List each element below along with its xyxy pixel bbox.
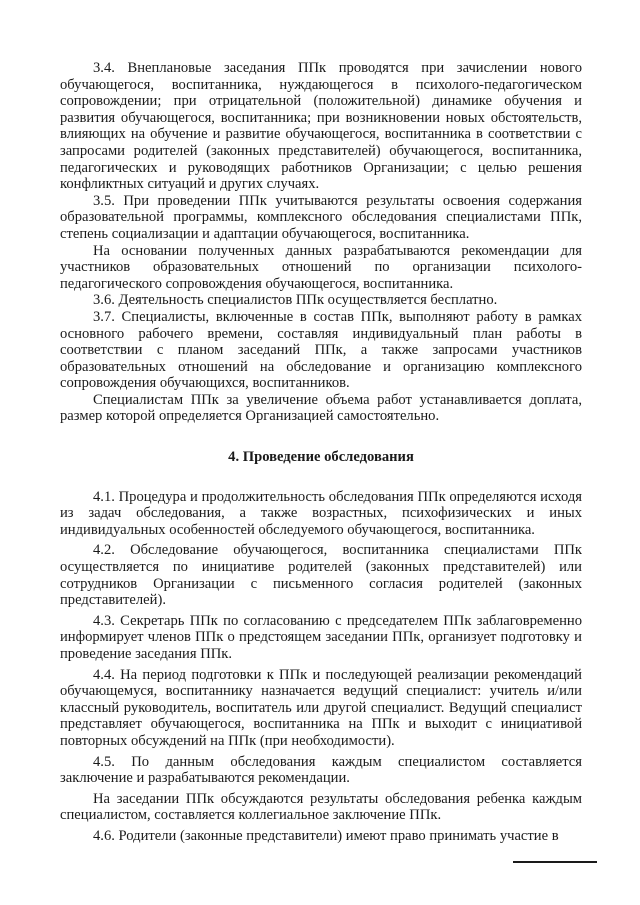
paragraph-recommendations: На основании полученных данных разрабатываются рекомендации для участников образовательных отношений по организации психолого-педагогического сопровождения обучающегося, воспитанника. xyxy=(60,242,582,292)
paragraph-4-5: 4.5. По данным обследования каждым специалистом составляется заключение и разрабатываются рекомендации. xyxy=(60,753,582,787)
document-body xyxy=(60,60,582,845)
paragraph-3-6: 3.6. Деятельность специалистов ППк осуществляется бесплатно. xyxy=(93,292,498,309)
paragraph-3-4: 3.4. Внеплановые заседания ППк проводятся при зачислении нового обучающегося, воспитанника, нуждающегося в психолого-педагогическом сопровождении; при отрицательной (положительной) динамике обучения и развития обучающегося, воспитанника; при возникновении новых обстоятельств, влияющих на обучение и развитие обучающегося, воспитанника в соответствии с запросами родителей (законных представителей) обучающегося, воспитанника, педагогических и руководящих работников Организации; с целью решения конфликтных ситуаций и других случаях. xyxy=(60,60,582,193)
paragraph-conclusion: На заседании ППк обсуждаются результаты обследования ребенка каждым специалистом, составляется коллегиальное заключение ППк. xyxy=(60,790,582,824)
paragraph-3-7: 3.7. Специалисты, включенные в состав ППк, выполняют работу в рамках основного рабочего времени, составляя индивидуальный план работы в соответствии с планом заседаний ППк, а также запросами участников образовательных отношений на обследование и организацию комплексного сопровождения обучающихся, воспитанников. xyxy=(60,308,582,392)
paragraph-4-1: 4.1. Процедура и продолжительность обследования ППк определяются исходя из задач обследования, а также возрастных, психофизических и иных индивидуальных особенностей обследуемого обучающегося, воспитанника. xyxy=(60,488,582,538)
paragraph-4-4: 4.4. На период подготовки к ППк и последующей реализации рекомендаций обучающемуся, воспитаннику назначается ведущий специалист: учитель и/или классный руководитель, воспитатель или другой специалист. Ведущий специалист представляет обучающегося, воспитанника на ППк и выходит с инициативой повторных обсуждений на ППк (при необходимости). xyxy=(60,666,582,749)
paragraph-3-5: 3.5. При проведении ППк учитываются результаты освоения содержания образовательной программы, комплексного обследования специалистами ППк, степень социализации и адаптации обучающегося, воспитанника. xyxy=(60,192,582,242)
section-heading: 4. Проведение обследования xyxy=(228,449,414,466)
footer-rule xyxy=(513,861,597,863)
paragraph-additional-pay: Специалистам ППк за увеличение объема работ устанавливается доплата, размер которой определяется Организацией самостоятельно. xyxy=(60,391,582,425)
paragraph-4-6: 4.6. Родители (законные представители) имеют право принимать участие в xyxy=(93,827,559,844)
paragraph-4-2: 4.2. Обследование обучающегося, воспитанника специалистами ППк осуществляется по инициативе родителей (законных представителей) или сотрудников Организации с письменного согласия родителей (законных представителей). xyxy=(60,542,582,609)
paragraph-4-3: 4.3. Секретарь ППк по согласованию с председателем ППк заблаговременно информирует членов ППк о предстоящем заседании ППк, организует подготовку и проведение заседания ППк. xyxy=(60,612,582,662)
